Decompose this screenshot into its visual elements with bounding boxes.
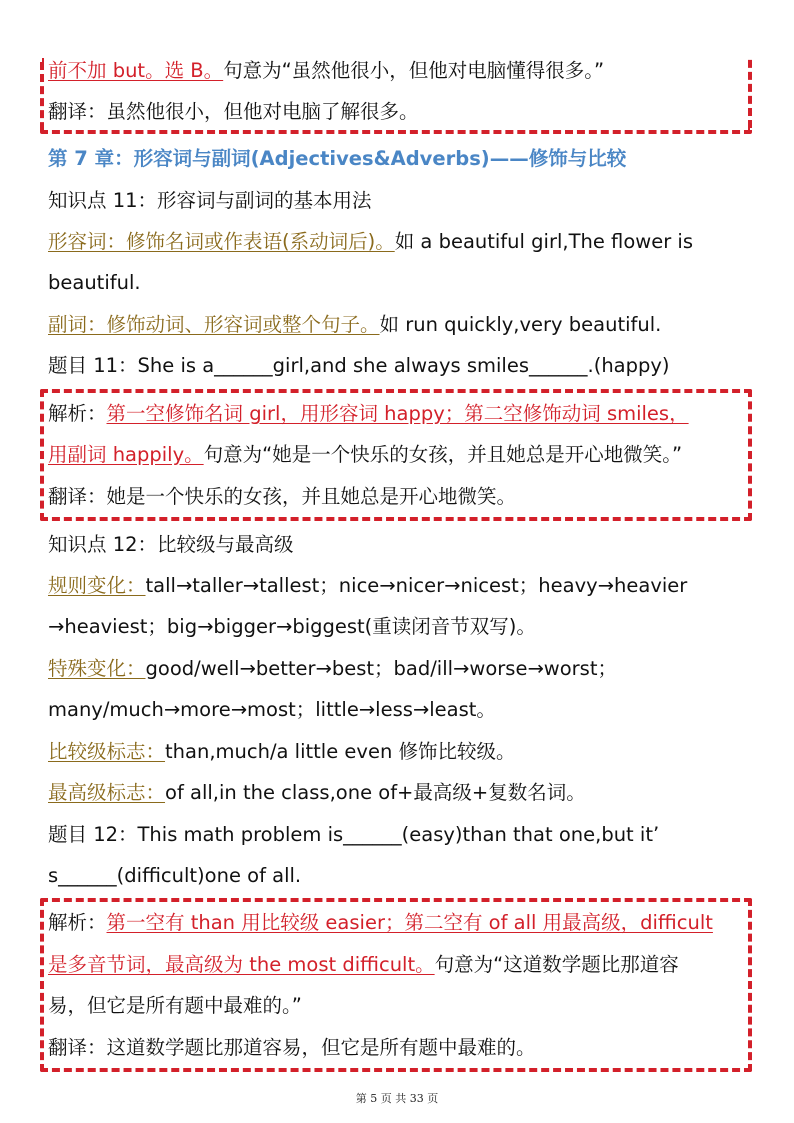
special-text: good/well→better→best；bad/ill→worse→worst； [145, 657, 617, 680]
kp12-rule-cont: →heaviest；big→bigger→biggest(重读闭音节双写)。 [48, 615, 536, 638]
superlative-text: of all,in the class,one of+最高级+复数名词。 [165, 781, 586, 804]
box3-line2 [48, 952, 748, 978]
adverb-label: 副词：修饰动词、形容词或整个句子。 [48, 313, 380, 336]
kp12-superlative [48, 780, 748, 806]
kp11-adjective [48, 229, 748, 255]
rule-text: tall→taller→tallest；nice→nicer→nicest；heavy→heavier [145, 574, 688, 597]
box2-line2 [48, 442, 748, 468]
kp12-special-cont: many/much→more→most；little→less→least。 [48, 698, 496, 721]
adverb-example: 如 run quickly,very beautiful. [379, 313, 662, 336]
box3-explanation-red: 第一空有 than 用比较级 easier；第二空有 of all 用最高级，difficult [106, 911, 713, 934]
kp11-adverb [48, 312, 748, 338]
adjective-example: 如 a beautiful girl,The flower is [394, 230, 693, 253]
kp12-special [48, 656, 748, 682]
box2-explanation-red-2: 用副词 happily。 [48, 443, 204, 466]
kp11-title: 知识点 11：形容词与副词的基本用法 [48, 189, 372, 212]
box1-meaning: 句意为“虽然他很小，但他对电脑懂得很多。” [223, 59, 605, 82]
chapter-title: 第 7 章：形容词与副词(Adjectives&Adverbs)——修饰与比较 [48, 147, 627, 170]
kp12-title: 知识点 12：比较级与最高级 [48, 533, 294, 556]
box1-line1 [48, 58, 748, 84]
page-number: 第 5 页 共 33 页 [355, 1092, 439, 1105]
box1-translation: 翻译：虽然他很小，但他对电脑了解很多。 [48, 100, 419, 123]
box3-meaning: 句意为“这道数学题比那道容 [434, 953, 679, 976]
question-12-line2: s______(difficult)one of all. [48, 864, 302, 887]
superlative-label: 最高级标志： [48, 781, 166, 804]
box3-prefix: 解析： [48, 911, 107, 934]
box2-line1 [48, 401, 748, 427]
box3-translation: 翻译：这道数学题比那道容易，但它是所有题中最难的。 [48, 1036, 536, 1059]
box3-line3: 易，但它是所有题中最难的。” [48, 994, 302, 1017]
special-label: 特殊变化： [48, 657, 146, 680]
comparative-label: 比较级标志： [48, 740, 166, 763]
box2-explanation-red: 第一空修饰名词 girl，用形容词 happy；第二空修饰动词 smiles， [106, 402, 689, 425]
adjective-label: 形容词：修饰名词或作表语(系动词后)。 [48, 230, 395, 253]
box2-prefix: 解析： [48, 402, 107, 425]
box3-explanation-red-2: 是多音节词，最高级为 the most difficult。 [48, 953, 435, 976]
rule-label: 规则变化： [48, 574, 146, 597]
box2-translation: 翻译：她是一个快乐的女孩，并且她总是开心地微笑。 [48, 485, 517, 508]
box1-answer-red: 前不加 but。选 B。 [48, 59, 224, 82]
box3-line1 [48, 910, 748, 936]
question-12-line1: 题目 12：This math problem is______(easy)than that one,but it’ [48, 823, 660, 846]
kp11-adjective-cont: beautiful. [48, 271, 141, 294]
kp12-comparative [48, 739, 748, 765]
kp12-rule [48, 573, 748, 599]
question-11: 题目 11：She is a______girl,and she always smiles______.(happy) [48, 354, 670, 377]
box2-meaning: 句意为“她是一个快乐的女孩，并且她总是开心地微笑。” [203, 443, 683, 466]
comparative-text: than,much/a little even 修饰比较级。 [165, 740, 516, 763]
